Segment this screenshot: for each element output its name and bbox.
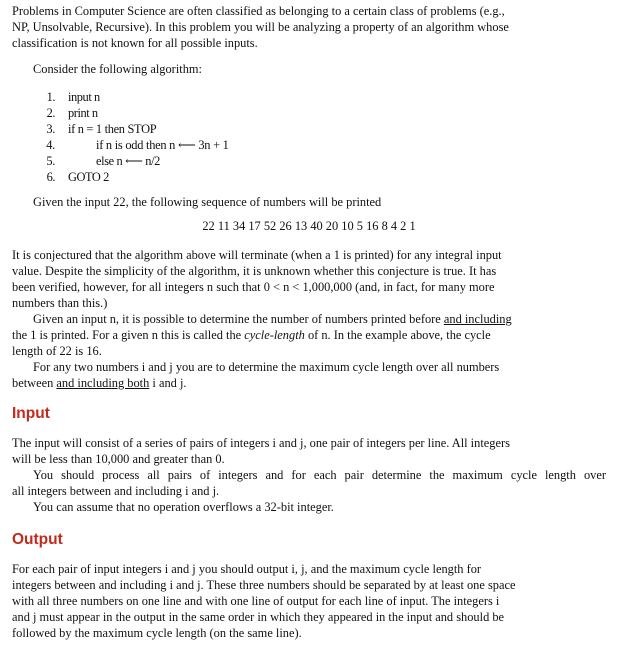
output-line: integers between and including i and j. These three numbers should be separated by at least one space xyxy=(12,578,516,592)
cycle-length-term: cycle-length xyxy=(244,328,305,342)
output-line: and j must appear in the output in the same order in which they appeared in the input and should be xyxy=(12,610,505,624)
output-line: with all three numbers on one line and with one line of output for each line of input. The integers i xyxy=(12,594,500,608)
task-line: For any two numbers i and j you are to determine the maximum cycle length over all numbers xyxy=(33,360,500,374)
input-heading: Input xyxy=(12,405,50,422)
task-text: i and j. xyxy=(149,376,187,390)
intro-line: NP, Unsolvable, Recursive). In this problem you will be analyzing a property of an algorithm whose xyxy=(12,20,509,34)
cycle-text: of n. In the example above, the cycle xyxy=(304,328,491,342)
step-number: 5. xyxy=(46,154,55,168)
cycle-text: Given an input n, it is possible to determine the number of numbers printed before xyxy=(33,312,444,326)
input-line: will be less than 10,000 and greater than 0. xyxy=(12,452,225,466)
input-line: The input will consist of a series of pairs of integers i and j, one pair of integers per line. All integers xyxy=(12,436,510,450)
step-number: 6. xyxy=(46,170,55,184)
output-line: followed by the maximum cycle length (on the same line). xyxy=(12,626,302,640)
conjecture-line: numbers than this.) xyxy=(12,296,108,310)
step-text: GOTO 2 xyxy=(68,170,109,184)
input-line: all integers between and including i and j. xyxy=(12,484,220,498)
step-text: input n xyxy=(68,90,100,104)
step-number: 4. xyxy=(46,138,55,152)
given-text: Given the input 22, the following sequence of numbers will be printed xyxy=(33,195,382,209)
step-number: 2. xyxy=(46,106,55,120)
step-number: 1. xyxy=(46,90,55,104)
conjecture-line: It is conjectured that the algorithm above will terminate (when a 1 is printed) for any integral input xyxy=(12,248,502,262)
conjecture-line: been verified, however, for all integers n such that 0 < n < 1,000,000 (and, in fact, for many more xyxy=(12,280,495,294)
input-line: You should process all pairs of integers and for each pair determine the maximum cycle length over xyxy=(33,468,606,482)
number-sequence: 22 11 34 17 52 26 13 40 20 10 5 16 8 4 2 1 xyxy=(202,219,416,233)
task-line xyxy=(12,376,186,392)
conjecture-line: value. Despite the simplicity of the algorithm, it is unknown whether this conjecture is true. It has xyxy=(12,264,497,278)
cycle-line: length of 22 is 16. xyxy=(12,344,102,358)
output-heading: Output xyxy=(12,531,63,548)
underlined-phrase: and including xyxy=(443,312,512,326)
step-text: print n xyxy=(68,106,98,120)
cycle-line xyxy=(33,312,512,328)
intro-line: Problems in Computer Science are often classified as belonging to a certain class of problems (e.g., xyxy=(12,4,505,18)
output-line: For each pair of input integers i and j you should output i, j, and the maximum cycle length for xyxy=(12,562,482,576)
intro-line: classification is not known for all possible inputs. xyxy=(12,36,258,50)
step-text: else n ⟵ n/2 xyxy=(96,154,160,168)
underlined-phrase: and including both xyxy=(56,376,150,390)
step-number: 3. xyxy=(46,122,55,136)
input-line: You can assume that no operation overflows a 32-bit integer. xyxy=(33,500,334,514)
cycle-line xyxy=(12,328,491,344)
consider-text: Consider the following algorithm: xyxy=(33,62,202,76)
task-text: between xyxy=(12,376,57,390)
cycle-text: the 1 is printed. For a given n this is called the xyxy=(12,328,245,342)
step-text: if n = 1 then STOP xyxy=(68,122,157,136)
step-text: if n is odd then n ⟵ 3n + 1 xyxy=(96,138,229,152)
